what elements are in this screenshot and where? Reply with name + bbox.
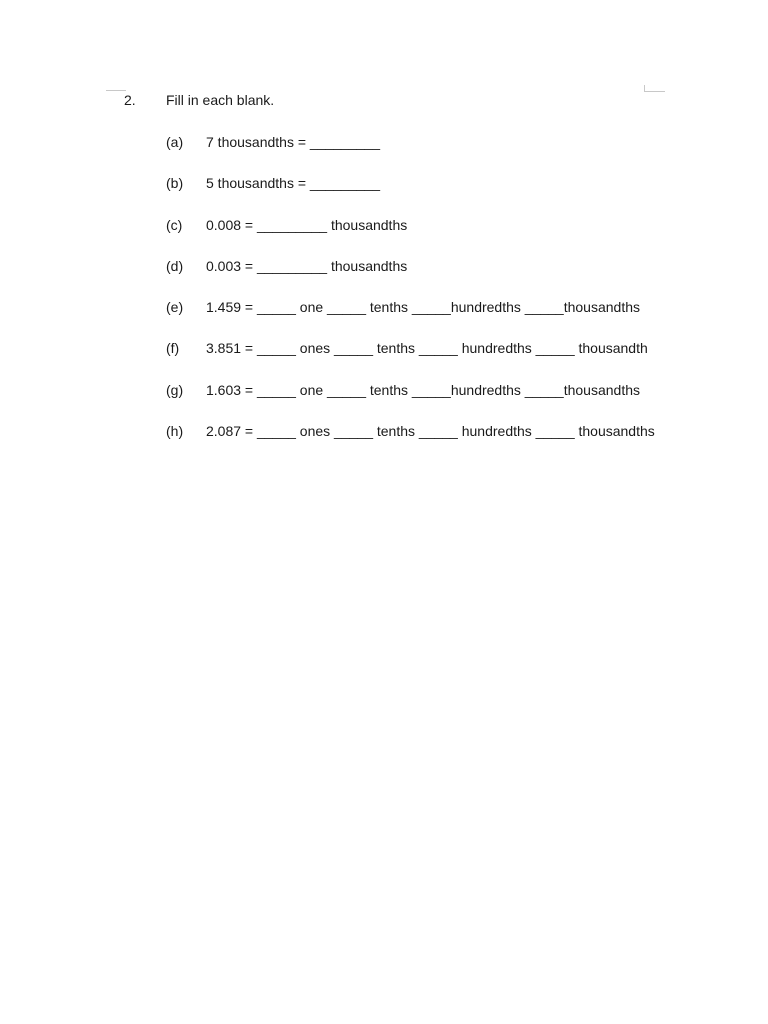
item-text: 0.008 = _________ thousandths [206,216,408,233]
item-label: (e) [166,299,184,316]
question-instruction: Fill in each blank. [166,92,275,108]
item-list [124,134,684,464]
list-item [124,423,684,464]
item-label: (g) [166,381,184,398]
margin-corner-mark-left [106,90,126,91]
list-item [124,299,684,340]
item-label: (c) [166,216,183,233]
item-label: (f) [166,340,180,357]
question-header [124,92,684,110]
list-item [124,217,684,258]
item-label: (b) [166,175,184,192]
item-label: (a) [166,134,184,150]
item-text: 2.087 = _____ ones _____ tenths _____ hundredths _____ thousandths [206,423,655,440]
item-text: 1.603 = _____ one _____ tenths _____hundredths _____thousandths [206,381,640,398]
item-text: 5 thousandths = _________ [206,175,380,192]
list-item [124,382,684,423]
item-text: 0.003 = _________ thousandths [206,257,408,274]
item-text: 1.459 = _____ one _____ tenths _____hundredths _____thousandths [206,299,640,316]
list-item [124,175,684,216]
list-item [124,258,684,299]
item-text: 7 thousandths = _________ [206,134,380,150]
margin-corner-mark-right [644,85,665,92]
list-item [124,134,684,175]
item-text: 3.851 = _____ ones _____ tenths _____ hundredths _____ thousandth [206,340,648,357]
question-block [124,92,684,464]
item-label: (h) [166,423,184,440]
question-number: 2. [124,92,136,108]
list-item [124,340,684,381]
item-label: (d) [166,257,184,274]
